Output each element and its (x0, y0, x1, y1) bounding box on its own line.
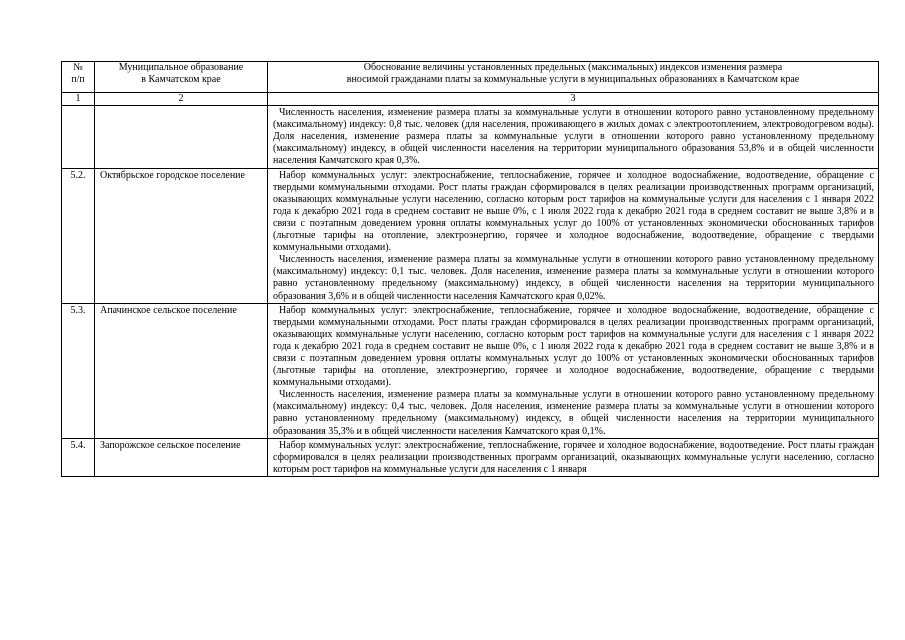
row-number: 5.2. (62, 168, 95, 303)
row-number (62, 106, 95, 168)
header-number: № п/п (62, 62, 95, 93)
column-number-1: 1 (62, 93, 95, 106)
row-number: 5.3. (62, 303, 95, 438)
justification-paragraph: Численность населения, изменение размера платы за коммунальные услуги в отношении которого равно установленному предельному (максимальному) индексу: 0,4 тыс. человек. Доля населения, изменение размера платы за коммунальные услуги в отношении которого равно установленному предельному (максимальному) индексу, в общей численности населения на территории муниципального образования 35,3% и в общей численности населения Камчатского края 0,1%. (273, 389, 874, 437)
justification-paragraph: Численность населения, изменение размера платы за коммунальные услуги в отношении которого равно установленному предельному (максимальному) индексу: 0,8 тыс. человек (для населения, проживающего в жилых домах с электроотоплением, электроводогревом воды). Доля населения, изменение размера платы за коммунальные услуги в отношении которого равно установленному предельному (максимальному) индексу, в общей численности населения на территории муниципального образования 53,8% и в общей численности населения Камчатского края 0,3%. (273, 107, 874, 167)
table-row (62, 303, 879, 438)
table-body (62, 62, 879, 477)
tariff-justification-table (61, 61, 879, 477)
justification-text (268, 106, 879, 168)
justification-paragraph: Набор коммунальных услуг: электроснабжение, теплоснабжение, горячее и холодное водоснабжение, водоотведение, обращение с твердыми коммунальными отходами. Рост платы граждан сформировался в целях реализации производственных программ организаций, оказывающих коммунальные услуги населению, согласно которым рост тарифов на коммунальные услуги для населения с 1 января 2022 года к декабрю 2021 года в среднем составит не выше 0%, с 1 июля 2022 года к декабрю 2021 года в среднем составит не выше 3,8% и в связи с поэтапным доведением уровня оплаты коммунальных услуг до 100% от установленных экономически обоснованных тарифов (льготные тарифы на отопление, электроэнергию, горячее и холодное водоснабжение, водоотведение, обращение с твердыми коммунальными отходами). (273, 304, 874, 389)
justification-paragraph: Набор коммунальных услуг: электроснабжение, теплоснабжение, горячее и холодное водоснабжение, водоотведение. Рост платы граждан сформировался в целях реализации производственных программ организаций, оказывающих коммунальные услуги населению, согласно которым рост тарифов на коммунальные услуги для населения с 1 января (273, 439, 874, 475)
municipality-name (95, 106, 268, 168)
table-header-row (62, 62, 879, 93)
municipality-name: Октябрьское городское поселение (95, 168, 268, 303)
column-number-2: 2 (95, 93, 268, 106)
table-row (62, 106, 879, 168)
justification-text (268, 438, 879, 476)
justification-text (268, 303, 879, 438)
justification-paragraph: Численность населения, изменение размера платы за коммунальные услуги в отношении которого равно установленному предельному (максимальному) индексу: 0,1 тыс. человек. Доля населения, изменение размера платы за коммунальные услуги в отношении которого равно установленному предельному (максимальному) индексу, в общей численности населения на территории муниципального образования 3,6% и в общей численности населения Камчатского края 0,02%. (273, 254, 874, 302)
column-number-3: 3 (268, 93, 879, 106)
justification-paragraph: Набор коммунальных услуг: электроснабжение, теплоснабжение, горячее и холодное водоснабжение, водоотведение, обращение с твердыми коммунальными отходами. Рост платы граждан сформировался в целях реализации производственных программ организаций, оказывающих коммунальные услуги населению, согласно которым рост тарифов на коммунальные услуги для населения с 1 января 2022 года к декабрю 2021 года в среднем составит не выше 0%, с 1 июля 2022 года к декабрю 2021 года в среднем составит не выше 3,8% и в связи с поэтапным доведением уровня оплаты коммунальных услуг до 100% от установленных экономически обоснованных тарифов (льготные тарифы на отопление, электроэнергию, горячее и холодное водоснабжение, водоотведение, обращение с твердыми коммунальными отходами). (273, 169, 874, 254)
column-numbering-row (62, 93, 879, 106)
row-number: 5.4. (62, 438, 95, 476)
table-row (62, 438, 879, 476)
municipality-name: Запорожское сельское поселение (95, 438, 268, 476)
header-municipality: Муниципальное образование в Камчатском крае (95, 62, 268, 93)
justification-text (268, 168, 879, 303)
table-row (62, 168, 879, 303)
municipality-name: Апачинское сельское поселение (95, 303, 268, 438)
header-justification: Обоснование величины установленных предельных (максимальных) индексов изменения размера вносимой гражданами платы за коммунальные услуги в муниципальных образованиях в Камчатском крае (268, 62, 879, 93)
